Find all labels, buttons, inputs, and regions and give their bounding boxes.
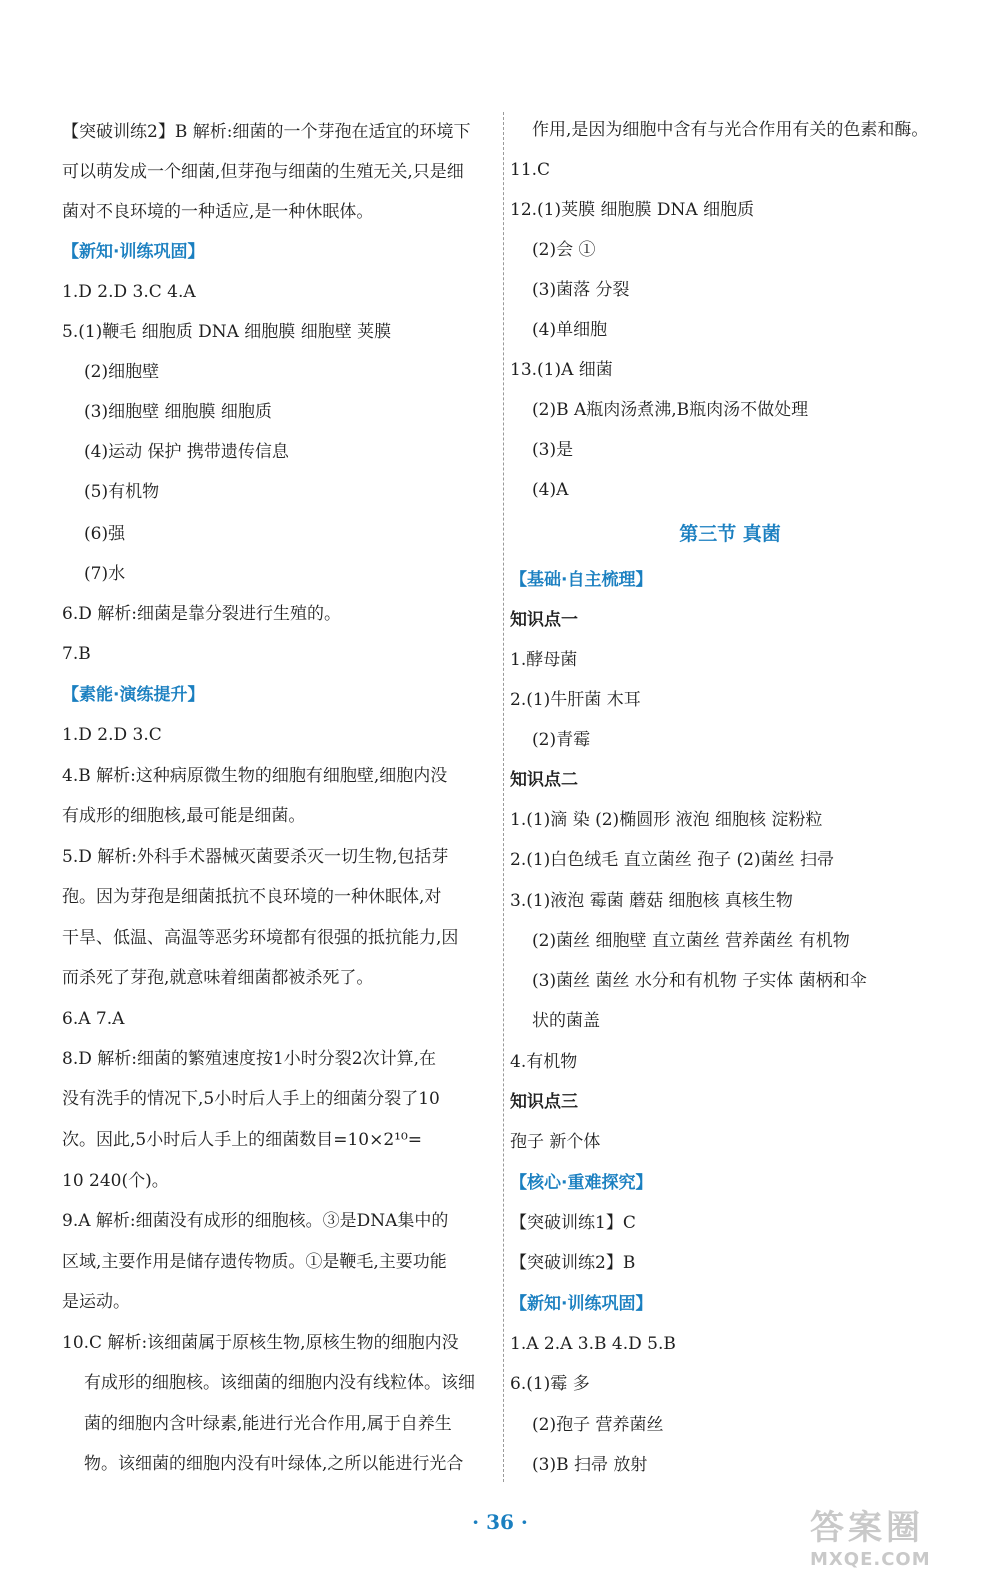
answer-line: 5.D 解析:外科手术器械灭菌要杀灭一切生物,包括芽 <box>62 847 449 867</box>
section-heading: 【新知·训练巩固】 <box>510 1294 653 1314</box>
column-divider <box>503 112 504 1482</box>
answer-line: 13.(1)A 细菌 <box>510 360 613 380</box>
watermark-url: MXQE.COM <box>810 1549 931 1570</box>
answer-line: 而杀死了芽孢,就意味着细菌都被杀死了。 <box>62 968 374 988</box>
answer-line: (5)有机物 <box>84 482 160 502</box>
answer-line: 3.(1)液泡 霉菌 蘑菇 细胞核 真核生物 <box>510 891 793 911</box>
section-heading: 【基础·自主梳理】 <box>510 570 653 590</box>
answer-line: (4)运动 保护 携带遗传信息 <box>84 442 289 462</box>
answer-line: 是运动。 <box>62 1292 130 1312</box>
answer-line: 8.D 解析:细菌的繁殖速度按1小时分裂2次计算,在 <box>62 1049 437 1069</box>
answer-line: 10.C 解析:该细菌属于原核生物,原核生物的细胞内没 <box>62 1333 459 1353</box>
answer-line: 【突破训练2】B <box>510 1253 636 1273</box>
answer-line: 1.酵母菌 <box>510 650 578 670</box>
answer-line: (2)会 ① <box>532 240 596 260</box>
answer-line: 干旱、低温、高温等恶劣环境都有很强的抵抗能力,因 <box>62 928 459 948</box>
answer-line: 11.C <box>510 160 551 180</box>
answer-line: 没有洗手的情况下,5小时后人手上的细菌分裂了10 <box>62 1089 440 1109</box>
answer-line: (2)青霉 <box>532 730 591 750</box>
answer-line: 2.(1)牛肝菌 木耳 <box>510 690 641 710</box>
answer-line: (2)B A瓶肉汤煮沸,B瓶肉汤不做处理 <box>532 400 809 420</box>
page-number: · 36 · <box>472 1510 528 1534</box>
answer-line: (3)菌落 分裂 <box>532 280 630 300</box>
answer-line: 9.A 解析:细菌没有成形的细胞核。③是DNA集中的 <box>62 1211 449 1231</box>
watermark-logo <box>810 1500 990 1570</box>
knowledge-point-heading: 知识点一 <box>510 610 578 630</box>
answer-line: 6.D 解析:细菌是靠分裂进行生殖的。 <box>62 604 341 624</box>
knowledge-point-heading: 知识点三 <box>510 1092 578 1112</box>
answer-line: 【突破训练1】C <box>510 1213 636 1233</box>
chapter-title: 第三节 真菌 <box>679 523 781 545</box>
answer-line: (7)水 <box>84 564 126 584</box>
answer-line: 12.(1)荚膜 细胞膜 DNA 细胞质 <box>510 200 755 220</box>
answer-line: 作用,是因为细胞中含有与光合作用有关的色素和酶。 <box>532 120 929 140</box>
answer-line: (4)单细胞 <box>532 320 608 340</box>
answer-line: 状的菌盖 <box>532 1011 600 1031</box>
answer-line: 菌对不良环境的一种适应,是一种休眠体。 <box>62 202 374 222</box>
watermark-title: 答案圈 <box>810 1508 924 1548</box>
answer-line: (3)菌丝 菌丝 水分和有机物 子实体 菌柄和伞 <box>532 971 867 991</box>
answer-line: 6.A 7.A <box>62 1009 125 1029</box>
answer-line: 1.D 2.D 3.C 4.A <box>62 282 196 302</box>
answer-line: (3)是 <box>532 440 574 460</box>
knowledge-point-heading: 知识点二 <box>510 770 578 790</box>
answer-line: 物。该细菌的细胞内没有叶绿体,之所以能进行光合 <box>84 1454 464 1474</box>
answer-line: (2)菌丝 细胞壁 直立菌丝 营养菌丝 有机物 <box>532 931 850 951</box>
answer-line: 1.A 2.A 3.B 4.D 5.B <box>510 1334 676 1354</box>
answer-line: 2.(1)白色绒毛 直立菌丝 孢子 (2)菌丝 扫帚 <box>510 850 834 870</box>
answer-line: (2)细胞壁 <box>84 362 160 382</box>
answer-line: 菌的细胞内含叶绿素,能进行光合作用,属于自养生 <box>84 1414 452 1434</box>
answer-line: 区域,主要作用是储存遗传物质。①是鞭毛,主要功能 <box>62 1252 447 1272</box>
answer-line: 1.D 2.D 3.C <box>62 725 162 745</box>
answer-line: 1.(1)滴 染 (2)椭圆形 液泡 细胞核 淀粉粒 <box>510 810 823 830</box>
section-heading: 【新知·训练巩固】 <box>62 242 205 262</box>
answer-line: 孢子 新个体 <box>510 1132 601 1152</box>
answer-line: 7.B <box>62 644 91 664</box>
answer-line: 10 240(个)。 <box>62 1171 169 1191</box>
answer-line: 有成形的细胞核,最可能是细菌。 <box>62 806 306 826</box>
section-heading: 【核心·重难探究】 <box>510 1173 653 1193</box>
answer-line: (3)细胞壁 细胞膜 细胞质 <box>84 402 272 422</box>
answer-line: (2)孢子 营养菌丝 <box>532 1415 664 1435</box>
answer-line: (3)B 扫帚 放射 <box>532 1455 648 1475</box>
answer-line: 次。因此,5小时后人手上的细菌数目=10×2¹⁰= <box>62 1130 423 1150</box>
answer-line: 4.有机物 <box>510 1052 578 1072</box>
answer-line: (4)A <box>532 480 569 500</box>
section-heading: 【素能·演练提升】 <box>62 685 205 705</box>
answer-line: (6)强 <box>84 524 126 544</box>
answer-line: 6.(1)霉 多 <box>510 1374 590 1394</box>
answer-line: 有成形的细胞核。该细菌的细胞内没有线粒体。该细 <box>84 1373 475 1393</box>
answer-line: 5.(1)鞭毛 细胞质 DNA 细胞膜 细胞壁 荚膜 <box>62 322 392 342</box>
answer-line: 孢。因为芽孢是细菌抵抗不良环境的一种休眠体,对 <box>62 887 442 907</box>
answer-line: 4.B 解析:这种病原微生物的细胞有细胞壁,细胞内没 <box>62 766 448 786</box>
answer-line: 可以萌发成一个细菌,但芽孢与细菌的生殖无关,只是细 <box>62 162 464 182</box>
answer-line: 【突破训练2】B 解析:细菌的一个芽孢在适宜的环境下 <box>62 122 471 142</box>
